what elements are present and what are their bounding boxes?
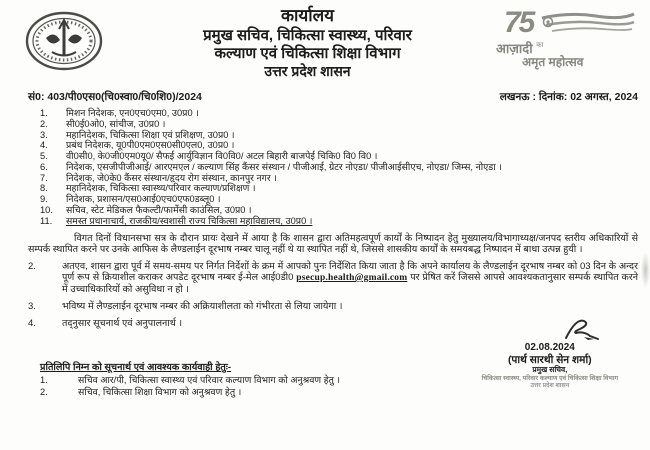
- letter-body: [28, 90, 638, 406]
- recipient-row: 6. निदेशक, एसजीपीजीआई/ आरएमएल / कल्याण सिंह कैंसर संस्थान / पीजीआई, ग्रेटर नोएडा/ पीजीआईसीएच, नोएडा/ जिम्स, नोएडा ।: [40, 161, 502, 172]
- paragraph-2-text-after: पर प्रेषित करें जिससे आपसे आवश्यकतानुसार सम्पर्क स्थापित करने में उच्चाधिकारियों को असुविधा न हो ।: [62, 271, 638, 296]
- signature-block: [482, 316, 618, 389]
- recipient-row: 2. सी0ई0ओ0, सांचीज, उ0प्र0 ।: [40, 118, 166, 129]
- scan-smudge: [641, 252, 650, 288]
- flag-swoosh-icon: [540, 10, 636, 40]
- recipient-row-highlighted: 11. समस्त प्रधानाचार्य, राजकीय/स्वशासी राज्य चिकित्सा महाविद्यालय, उ0प्र0 ।: [40, 215, 313, 226]
- recipient-row: 9. निदेशक, प्रशासन/एस0आई0एच0एफ0डब्लू0 ।: [40, 194, 221, 205]
- up-state-emblem-icon: [22, 8, 106, 80]
- copy-item: 1. सचिव आर/पी, चिकित्सा स्वास्थ्य एवं परिवार कल्याण विभाग को अनुश्रवण हेतु ।: [40, 375, 341, 386]
- recipient-row: 10. सचिव, स्टेट मेडिकल फैकल्टी/फार्मेसी काउंसिल, उ0प्र0 ।: [40, 205, 252, 216]
- azadi-75-icon: 75: [504, 6, 534, 39]
- recipients-list: [40, 108, 638, 227]
- paragraph-2-text-before: अतएव, शासन द्वारा पूर्व में समय-समय पर निर्गत निर्देशों के क्रम में आपको पुनः निर्देशित किया जाता है कि अपने कार्यालय के लैण्डलाईन दूरभाष नम्बर को 03 दिन के अन्दर पूर्ण रूप से क्रियाशील कराकर अपडेट दूरभाष नम्बर ई-मेल आई0डी0: [62, 260, 638, 283]
- signature-scribble-icon: [560, 316, 604, 342]
- azadi-text-line1: आज़ादी $^{का}$: [496, 41, 544, 56]
- letter-footer: [28, 332, 638, 406]
- copy-section: [28, 360, 340, 398]
- recipient-row: 3. महानिदेशक, चिकित्सा शिक्षा एवं प्रशिक्षण, उ0प्र0 ।: [40, 129, 235, 140]
- azadi-amrit-mahotsav-logo: [488, 8, 638, 69]
- signatory-department: चिकित्सा स्वास्थ्य, परिवार कल्याण एवं चिकित्सा शिक्षा विभाग: [481, 374, 618, 382]
- reference-number: सं0: 403/पी0एस0(चि0स्वा0/चि0शि0)/2024: [28, 91, 202, 103]
- recipient-row: 1. मिशन निदेशक, एन0एच0एम0, उ0प्र0 ।: [40, 108, 199, 118]
- place-and-date: लखनऊ : दिनांक: 02 अगस्त, 2024: [499, 91, 638, 103]
- signatory-name: (पार्थ सारथी सेन शर्मा): [507, 353, 592, 366]
- paragraph-4: 4. तद्नुसार सूचनार्थ एवं अनुपालनार्थ ।: [28, 318, 183, 330]
- dept-title-line2: प्रमुख सचिव, चिकित्सा स्वास्थ्य, परिवार: [203, 26, 412, 44]
- office-title: कार्यालय: [280, 6, 335, 25]
- recipient-row: 4. प्रबंध निदेशक, यू0पी0एम0एस0सी0एल0, उ0प्र0 ।: [40, 140, 235, 151]
- dept-title-line3: कल्याण एवं चिकित्सा शिक्षा विभाग: [214, 45, 401, 63]
- recipient-row: 7. निदेशक, जे0के0 कैंसर संस्थान/हृदय रोग संस्थान, कानपुर नगर ।: [40, 172, 277, 183]
- paragraph-2: 2. अतएव, शासन द्वारा पूर्व में समय-समय पर निर्गत निर्देशों के क्रम में आपको पुनः निर्देशित किया जाता है कि अपने कार्यालय के लैण्डलाईन दूरभाष नम्बर को 03 दिन के अन्दर पूर्ण रूप से क्रियाशील कराकर अपडेट दूरभाष नम्बर ई-मेल आई0डी0 psecup.health@gmail.com पर प्रेषित करें जिससे आपसे आवश्यकतानुसार सम्पर्क स्थापित करने में उच्चाधिकारियों को असुविधा न हो ।: [28, 260, 638, 296]
- copy-item: 2. सचिव, चिकित्सा शिक्षा विभाग को अनुश्रवण हेतु ।: [40, 386, 242, 397]
- copy-section-heading: प्रतिलिपि निम्न को सूचनार्थ एवं आवश्यक कार्यवाही हेतुः-: [40, 362, 232, 374]
- signatory-designation: प्रमुख सचिव,: [532, 364, 568, 374]
- signature-date: 02.08.2024: [524, 342, 575, 354]
- recipient-row: 5. वी0सी0, के0जी0एम0यू0/ सैफई आर्युविज्ञान वि0वि0/ अटल बिहारी बाजपेई चिकि0 वि0 वि0 ।: [40, 151, 378, 162]
- azadi-text-line2: अमृत महोत्सव: [522, 55, 584, 69]
- email-address: psecup.health@gmail.com: [296, 272, 408, 283]
- signatory-government: उत्तर प्रदेश शासन: [530, 381, 570, 389]
- paragraph-1: विगत दिनों विधानसभा सत्र के दौरान प्रायः देखने में आया है कि शासन द्वारा अतिमहत्वपूर्ण कार्यों के निष्पादन हेतु मुख्यालय/विभागाध्यक्ष/जनपद स्तरीय अधिकारियों से सम्पर्क स्थापित करने पर उनके आफिस के लैण्डलाईन दूरभाष नम्बर चालू नहीं थे या स्थापित नहीं थे, जिससे शासकीय कार्यों के समयबद्ध निष्पादन में बाधा उत्पन्न हुयी ।: [28, 232, 638, 255]
- govt-title-line4: उत्तर प्रदेश शासन: [264, 63, 351, 80]
- letterhead: [120, 6, 495, 80]
- paragraph-3: 3. भविष्य में लैण्डलाईन दूरभाष नम्बर की अक्रियाशीलता को गंभीरता से लिया जायेगा ।: [28, 301, 343, 313]
- copy-items-list: [40, 375, 340, 398]
- recipient-row: 8. महानिदेशक, चिकित्सा स्वास्थ्य/परिवार कल्याण/प्रशिक्षण ।: [40, 183, 256, 194]
